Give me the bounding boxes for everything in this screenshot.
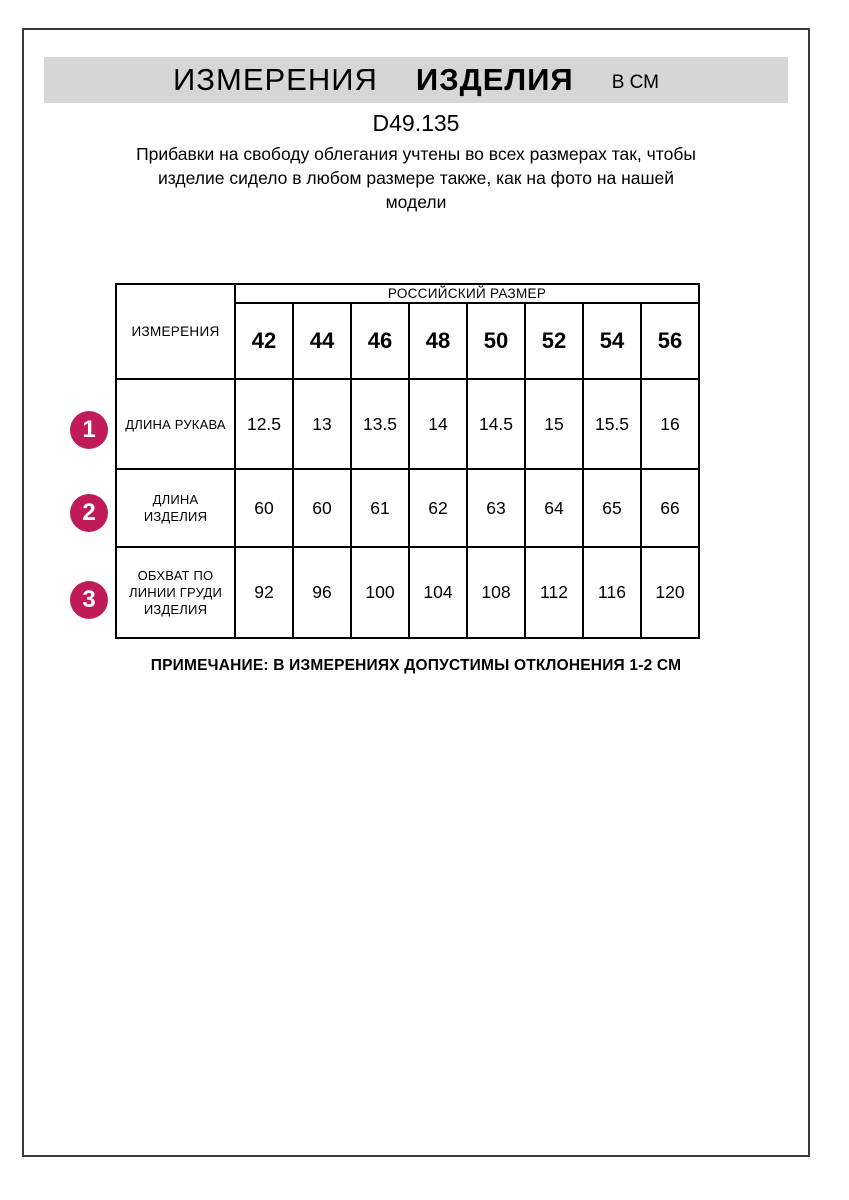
table-row-garment-length [116, 469, 699, 547]
cell-value: 61 [351, 469, 409, 547]
cell-value: 64 [525, 469, 583, 547]
size-table-area [115, 283, 700, 639]
cell-value: 60 [235, 469, 293, 547]
cell-value: 104 [409, 547, 467, 638]
cell-value: 16 [641, 379, 699, 469]
fit-description: Прибавки на свободу облегания учтены во всех размерах так, чтобы изделие сидело в любом размере также, как на фото на нашей модели [136, 144, 696, 212]
cell-value: 63 [467, 469, 525, 547]
title-word-product: ИЗДЕЛИЯ [415, 62, 574, 97]
row-number-badge-2: 2 [70, 494, 108, 532]
table-row-sleeve-length [116, 379, 699, 469]
size-header-56: 56 [641, 303, 699, 379]
cell-value: 60 [293, 469, 351, 547]
size-header-46: 46 [351, 303, 409, 379]
row-label-chest-girth: ОБХВАТ ПО ЛИНИИ ГРУДИ ИЗДЕЛИЯ [116, 547, 235, 638]
cell-value: 15.5 [583, 379, 641, 469]
cell-value: 116 [583, 547, 641, 638]
cell-value: 112 [525, 547, 583, 638]
size-header-48: 48 [409, 303, 467, 379]
size-header-54: 54 [583, 303, 641, 379]
model-code: D49.135 [372, 110, 460, 136]
size-table [115, 283, 700, 639]
corner-header: ИЗМЕРЕНИЯ [116, 284, 235, 379]
tolerance-note: ПРИМЕЧАНИЕ: В ИЗМЕРЕНИЯХ ДОПУСТИМЫ ОТКЛОНЕНИЯ 1-2 СМ [150, 657, 682, 674]
cell-value: 96 [293, 547, 351, 638]
title-unit-cm: В СМ [611, 72, 659, 93]
title-word-measurements: ИЗМЕРЕНИЯ [173, 62, 378, 97]
cell-value: 14 [409, 379, 467, 469]
size-header-52: 52 [525, 303, 583, 379]
cell-value: 15 [525, 379, 583, 469]
cell-value: 120 [641, 547, 699, 638]
size-header-50: 50 [467, 303, 525, 379]
row-label-garment-length: ДЛИНА ИЗДЕЛИЯ [116, 469, 235, 547]
cell-value: 92 [235, 547, 293, 638]
cell-value: 100 [351, 547, 409, 638]
cell-value: 62 [409, 469, 467, 547]
cell-value: 12.5 [235, 379, 293, 469]
cell-value: 13.5 [351, 379, 409, 469]
cell-value: 66 [641, 469, 699, 547]
cell-value: 108 [467, 547, 525, 638]
row-number-badge-3: 3 [70, 581, 108, 619]
cell-value: 65 [583, 469, 641, 547]
row-label-sleeve-length: ДЛИНА РУКАВА [116, 379, 235, 469]
cell-value: 13 [293, 379, 351, 469]
size-header-44: 44 [293, 303, 351, 379]
table-row-chest-girth [116, 547, 699, 638]
page-frame [22, 28, 810, 1157]
title-band [44, 57, 788, 103]
size-header-42: 42 [235, 303, 293, 379]
russian-size-header: РОССИЙСКИЙ РАЗМЕР [235, 284, 699, 303]
row-number-badge-1: 1 [70, 411, 108, 449]
cell-value: 14.5 [467, 379, 525, 469]
table-group-header-row [116, 284, 699, 303]
